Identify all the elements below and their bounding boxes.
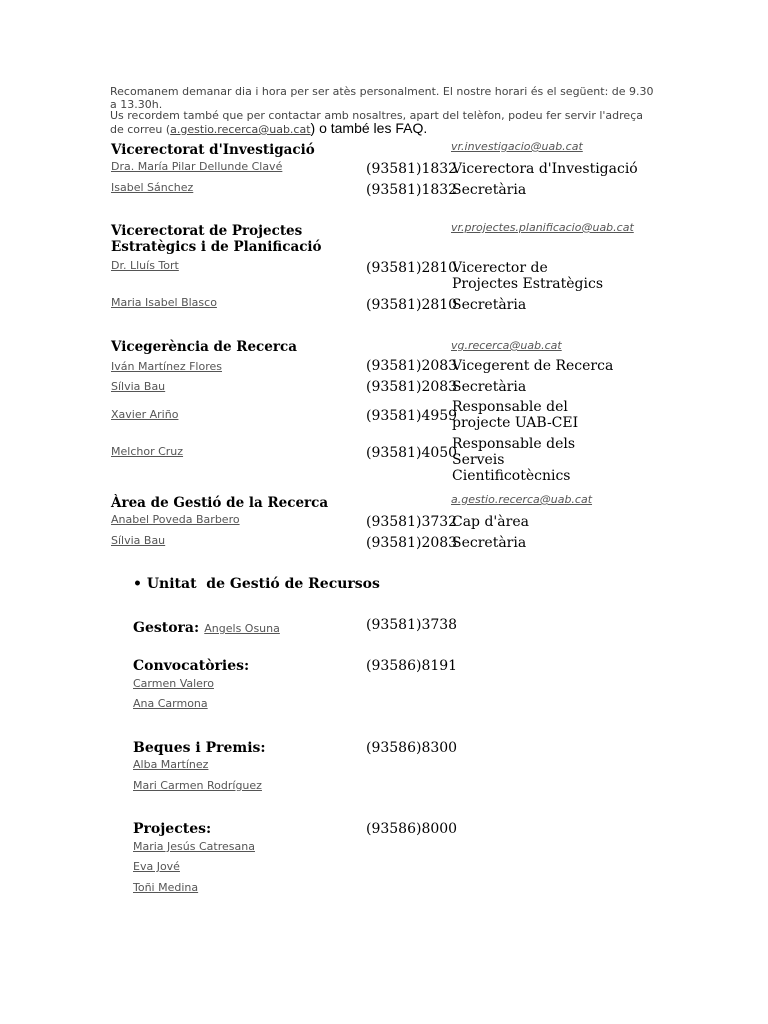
email-link-vr-investigacio[interactable]: vr.investigacio@uab.cat — [451, 140, 583, 153]
phone-number: (93581)4050 — [366, 445, 458, 461]
person-link[interactable]: Anabel Poveda Barbero — [111, 513, 240, 526]
section-title-vr-projectes: Vicerectorat de Projectes Estratègics i de Planificació — [111, 223, 322, 255]
phone-number: (93581)2083 — [366, 358, 458, 374]
role-text: Secretària — [452, 297, 527, 313]
person-link[interactable]: Maria Isabel Blasco — [111, 296, 217, 309]
role-text: Secretària — [452, 379, 527, 395]
phone-number: (93581)2810 — [366, 297, 458, 313]
section-title-area-gestio: Àrea de Gestió de la Recerca — [111, 495, 329, 511]
bullet-icon: • — [133, 576, 142, 592]
projectes-label: Projectes: — [133, 821, 212, 837]
phone-number: (93586)8300 — [366, 740, 458, 756]
person-link[interactable]: Angels Osuna — [204, 622, 280, 635]
role-text: Vicerectora d'Investigació — [452, 161, 638, 177]
phone-number: (93581)2083 — [366, 379, 458, 395]
beques-label: Beques i Premis: — [133, 740, 266, 756]
person-link[interactable]: Alba Martínez — [133, 758, 209, 771]
person-link[interactable]: Xavier Ariño — [111, 408, 179, 421]
person-link[interactable]: Sílvia Bau — [111, 380, 166, 393]
phone-number: (93586)8000 — [366, 821, 458, 837]
person-link[interactable]: Iván Martínez Flores — [111, 360, 222, 373]
intro-schedule-text: Recomanem demanar dia i hora per ser atès personalment. El nostre horari és el següent: de 9.30 a 13.30h. — [110, 85, 654, 111]
convocatories-label: Convocatòries: — [133, 658, 250, 674]
phone-number: (93581)1832 — [366, 182, 458, 198]
role-text: Vicerector de Projectes Estratègics — [452, 260, 603, 292]
person-link[interactable]: Melchor Cruz — [111, 445, 184, 458]
phone-number: (93581)2083 — [366, 535, 458, 551]
phone-number: (93581)3732 — [366, 514, 458, 530]
intro-contact-prefix: Us recordem també que per contactar amb nosaltres, apart del telèfon, podeu fer servir l'adreça de correu ( — [110, 109, 643, 136]
unitat-title: Unitat de Gestió de Recursos — [146, 576, 380, 592]
person-link[interactable]: Eva Jové — [133, 860, 180, 873]
person-link[interactable]: Toñi Medina — [133, 881, 199, 894]
person-link[interactable]: Carmen Valero — [133, 677, 214, 690]
person-link[interactable]: Sílvia Bau — [111, 534, 166, 547]
role-text: Secretària — [452, 535, 527, 551]
role-text: Cap d'àrea — [452, 514, 529, 530]
email-link-vr-projectes[interactable]: vr.projectes.planificacio@uab.cat — [451, 221, 634, 234]
email-link-vg-recerca[interactable]: vg.recerca@uab.cat — [451, 339, 562, 352]
person-link[interactable]: Dra. María Pilar Dellunde Clavé — [111, 160, 283, 173]
phone-number: (93581)4959 — [366, 408, 458, 424]
phone-number: (93581)3738 — [366, 617, 458, 633]
phone-number: (93581)2810 — [366, 260, 458, 276]
intro-email-link[interactable]: a.gestio.recerca@uab.cat — [170, 123, 311, 136]
role-text: Responsable del projecte UAB-CEI — [452, 399, 579, 431]
unitat-heading — [133, 576, 380, 592]
section-title-vg-recerca: Vicegerència de Recerca — [111, 339, 297, 355]
intro-faq-text: ) o també les FAQ. — [310, 120, 428, 136]
phone-number: (93581)1832 — [366, 161, 458, 177]
person-link[interactable]: Mari Carmen Rodríguez — [133, 779, 262, 792]
person-link[interactable]: Ana Carmona — [133, 697, 208, 710]
email-link-area-gestio[interactable]: a.gestio.recerca@uab.cat — [451, 493, 593, 506]
person-link[interactable]: Isabel Sánchez — [111, 181, 194, 194]
role-text: Vicegerent de Recerca — [452, 358, 614, 374]
gestora-label: Gestora: — [133, 620, 200, 636]
person-link[interactable]: Dr. Lluís Tort — [111, 259, 179, 272]
section-title-vr-investigacio: Vicerectorat d'Investigació — [111, 142, 315, 158]
role-text: Responsable dels Serveis Cientificotècnics — [452, 436, 576, 484]
gestora-row — [133, 617, 280, 636]
person-link[interactable]: Maria Jesús Catresana — [133, 840, 255, 853]
role-text: Secretària — [452, 182, 527, 198]
phone-number: (93586)8191 — [366, 658, 458, 674]
intro-contact-text — [110, 109, 658, 136]
